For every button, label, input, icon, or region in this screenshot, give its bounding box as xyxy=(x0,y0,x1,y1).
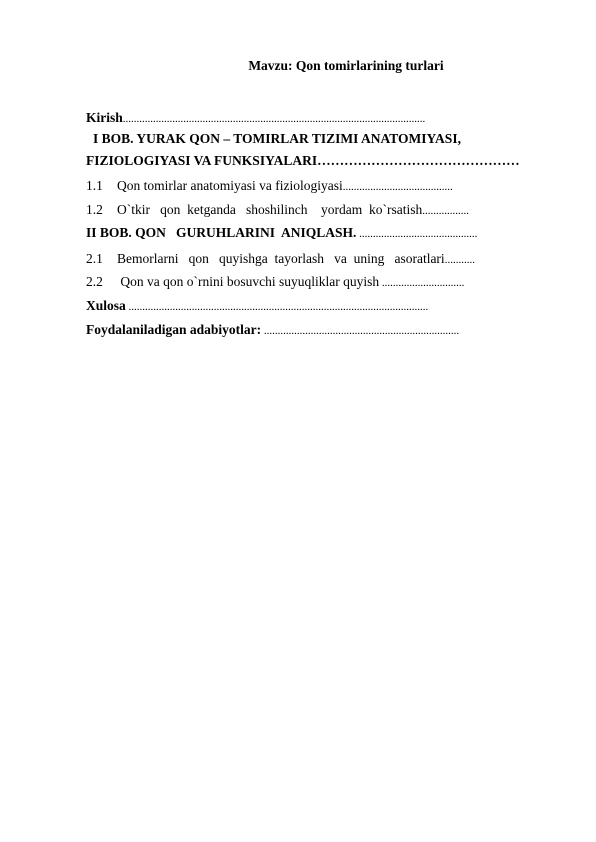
toc-entry-1-1 xyxy=(86,178,453,195)
toc-number: 2.1 xyxy=(86,251,103,266)
toc-entry-1-2 xyxy=(86,202,469,219)
toc-leader: ........... xyxy=(444,254,475,266)
toc-label: II BOB. QON GURUHLARINI ANIQLASH. xyxy=(86,225,357,240)
toc-label: Qon va qon o`rnini bosuvchi suyuqliklar quyish xyxy=(117,274,380,289)
toc-label: Kirish xyxy=(86,110,123,125)
toc-leader: ................. xyxy=(422,205,469,217)
toc-leader: ............................................................................................................. xyxy=(125,301,429,313)
toc-number: 2.2 xyxy=(86,274,103,289)
toc-entry-chapter2 xyxy=(86,225,477,242)
toc-label: O`tkir qon ketganda shoshilinch yordam ko`rsatish xyxy=(117,202,423,217)
toc-entry-xulosa xyxy=(86,298,428,315)
toc-entry-2-2 xyxy=(86,274,464,291)
toc-label: I BOB. YURAK QON – TOMIRLAR TIZIMI ANATOMIYASI, xyxy=(93,131,461,146)
toc-entry-kirish xyxy=(86,110,425,127)
toc-number: 1.2 xyxy=(86,202,103,217)
toc-label: Bemorlarni qon quyishga tayorlash va uning asoratlari xyxy=(117,251,445,266)
toc-leader: ........................................... xyxy=(356,228,478,240)
toc-leader: .............................. xyxy=(379,277,465,289)
toc-leader: ....................................................................... xyxy=(261,325,460,337)
page-title: Mavzu: Qon tomirlarining turlari xyxy=(248,58,444,73)
toc-entry-2-1 xyxy=(86,251,475,268)
toc-label: Qon tomirlar anatomiyasi va fiziologiyasi xyxy=(117,178,343,193)
toc-entry-chapter1-line1 xyxy=(93,131,461,147)
toc-entry-adabiyotlar xyxy=(86,322,459,339)
toc-number: 1.1 xyxy=(86,178,103,193)
toc-label: FIZIOLOGIYASI VA FUNKSIYALARI xyxy=(86,153,318,168)
toc-label: Foydalaniladigan adabiyotlar: xyxy=(86,322,262,337)
toc-leader: ……………………………………… xyxy=(317,153,520,168)
toc-label: Xulosa xyxy=(86,298,126,313)
toc-entry-chapter1-line2 xyxy=(86,153,520,169)
toc-leader: ........................................ xyxy=(342,181,453,193)
toc-leader: .............................................................................................................. xyxy=(122,113,426,125)
